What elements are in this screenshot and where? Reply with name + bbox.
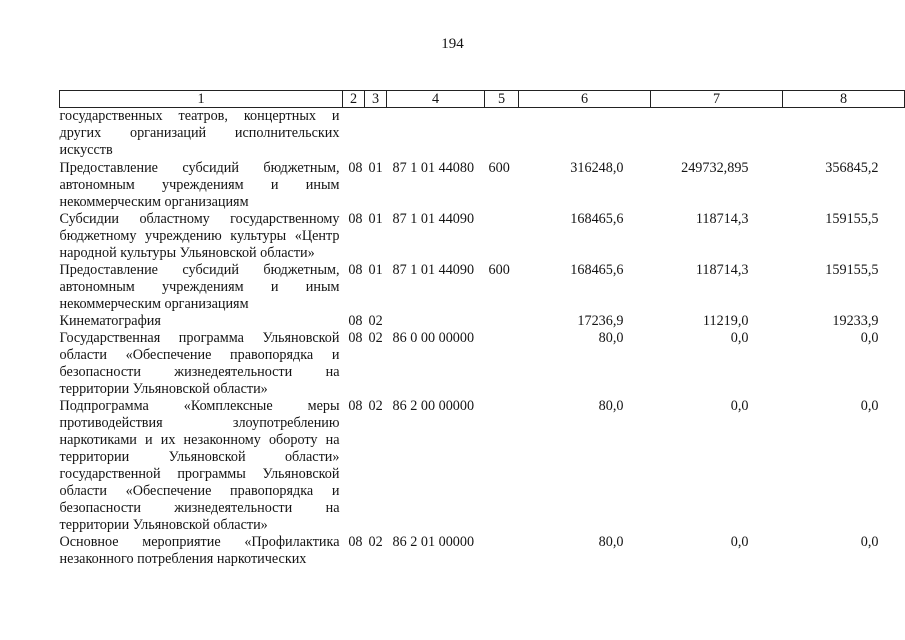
row-section: 08 xyxy=(348,398,363,414)
row-amount-col8: 356845,2 xyxy=(825,160,879,176)
row-section: 08 xyxy=(348,262,363,278)
row-subsection: 01 xyxy=(368,262,383,278)
row-amount-col7: 0,0 xyxy=(730,534,749,550)
row-amount-col6: 17236,9 xyxy=(577,313,624,329)
row-expense-type: 600 xyxy=(488,262,510,278)
row-amount-col7: 0,0 xyxy=(730,398,749,414)
row-amount-col7: 0,0 xyxy=(730,330,749,346)
row-subsection: 02 xyxy=(368,398,383,414)
row-name: Субсидии областному государственному бюджетному учреждению культуры «Центр народной культуры Ульяновской области» xyxy=(59,211,340,261)
row-section: 08 xyxy=(348,313,363,329)
row-amount-col8: 0,0 xyxy=(860,330,879,346)
row-amount-col6: 168465,6 xyxy=(570,211,624,227)
row-expense-type xyxy=(485,398,519,534)
row-amount-col7 xyxy=(651,108,783,160)
row-expense-type xyxy=(485,534,519,568)
column-header: 6 xyxy=(519,91,651,108)
column-header: 2 xyxy=(343,91,365,108)
row-name: Государственная программа Ульяновской области «Обеспечение правопорядка и безопасности жизнедеятельности на территории Ульяновской области» xyxy=(59,330,340,397)
row-target-article: 87 1 01 44090 xyxy=(392,211,475,227)
row-amount-col6 xyxy=(519,108,651,160)
page-number: 194 xyxy=(441,36,464,52)
table-row xyxy=(60,534,905,568)
column-header: 7 xyxy=(651,91,783,108)
row-target-article: 86 2 00 00000 xyxy=(392,398,475,414)
row-subsection: 02 xyxy=(368,534,383,550)
row-amount-col7: 118714,3 xyxy=(695,211,749,227)
row-amount-col8: 0,0 xyxy=(860,534,879,550)
row-name: Подпрограмма «Комплексные меры противодействия злоупотреблению наркотиками и их незаконному обороту на территории Ульяновской области» государственной программы Ульяновской области «Обеспечение правопорядка и безопасности жизнедеятельности на территории Ульяновской области» xyxy=(59,398,340,533)
table-row xyxy=(60,262,905,313)
column-header: 3 xyxy=(365,91,387,108)
row-subsection: 01 xyxy=(368,211,383,227)
row-name: Предоставление субсидий бюджетным, автономным учреждениям и иным некоммерческим организациям xyxy=(59,262,340,312)
row-section: 08 xyxy=(348,330,363,346)
row-amount-col7: 11219,0 xyxy=(702,313,749,329)
column-header: 1 xyxy=(60,91,343,108)
row-subsection xyxy=(365,108,387,160)
row-amount-col8 xyxy=(783,108,905,160)
budget-table xyxy=(59,90,905,568)
table-row xyxy=(60,108,905,160)
row-amount-col7: 118714,3 xyxy=(695,262,749,278)
row-amount-col6: 168465,6 xyxy=(570,262,624,278)
row-target-article xyxy=(387,108,485,160)
column-header: 8 xyxy=(783,91,905,108)
row-section: 08 xyxy=(348,160,363,176)
row-section xyxy=(343,108,365,160)
row-amount-col8: 159155,5 xyxy=(825,211,879,227)
row-target-article: 86 0 00 00000 xyxy=(392,330,475,346)
row-amount-col6: 316248,0 xyxy=(570,160,624,176)
table-row xyxy=(60,159,905,211)
row-amount-col8: 0,0 xyxy=(860,398,879,414)
table-row xyxy=(60,211,905,262)
row-name: Основное мероприятие «Профилактика незаконного потребления наркотических xyxy=(59,534,340,567)
row-expense-type xyxy=(485,108,519,160)
row-amount-col7: 249732,895 xyxy=(681,160,749,176)
row-name: государственных театров, концертных и других организаций исполнительских искусств xyxy=(59,108,340,158)
row-expense-type xyxy=(485,211,519,262)
row-target-article: 87 1 01 44090 xyxy=(392,262,475,278)
column-header: 5 xyxy=(485,91,519,108)
row-name: Предоставление субсидий бюджетным, автономным учреждениям и иным некоммерческим организациям xyxy=(59,160,340,210)
row-name: Кинематография xyxy=(59,313,161,329)
column-header: 4 xyxy=(387,91,485,108)
row-section: 08 xyxy=(348,534,363,550)
row-expense-type: 600 xyxy=(488,160,510,176)
row-section: 08 xyxy=(348,211,363,227)
row-target-article: 87 1 01 44080 xyxy=(392,160,475,176)
row-subsection: 01 xyxy=(368,160,383,176)
table-row xyxy=(60,313,905,330)
table-row xyxy=(60,330,905,398)
row-amount-col8: 19233,9 xyxy=(832,313,879,329)
row-amount-col6: 80,0 xyxy=(598,330,624,346)
row-amount-col6: 80,0 xyxy=(598,398,624,414)
row-expense-type xyxy=(485,330,519,398)
row-target-article xyxy=(387,313,485,330)
row-subsection: 02 xyxy=(368,313,383,329)
row-amount-col6: 80,0 xyxy=(598,534,624,550)
row-subsection: 02 xyxy=(368,330,383,346)
row-amount-col8: 159155,5 xyxy=(825,262,879,278)
column-number-row xyxy=(60,91,905,108)
table-row xyxy=(60,398,905,534)
row-target-article: 86 2 01 00000 xyxy=(392,534,475,550)
row-expense-type xyxy=(485,313,519,330)
